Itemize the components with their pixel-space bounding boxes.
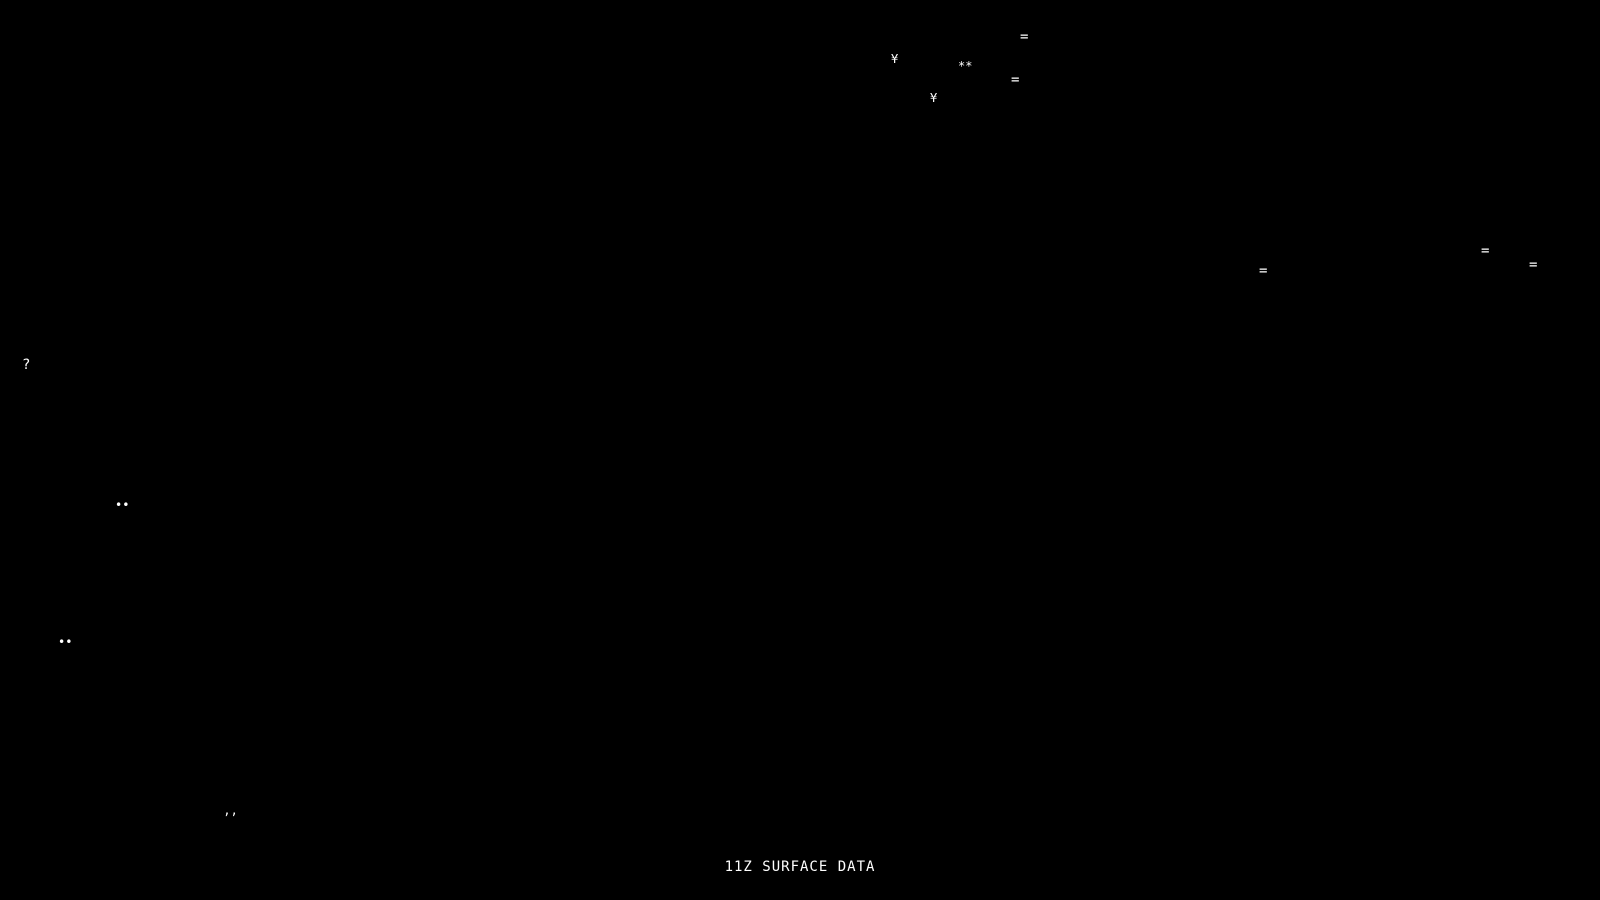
- map-title: 11Z SURFACE DATA: [724, 859, 876, 875]
- star-pair-station-4: **: [958, 59, 973, 73]
- tick-pair-station-12: ’’: [223, 811, 238, 825]
- pressure-mark-station-3: =: [1011, 72, 1020, 88]
- pressure-mark-station-2: =: [1020, 29, 1029, 45]
- wind-barb-station-1: ¥: [891, 52, 899, 66]
- drizzle-dots-station-10: ••: [115, 498, 130, 512]
- pressure-mark-station-8: =: [1529, 257, 1538, 273]
- pressure-mark-station-7: =: [1481, 243, 1490, 259]
- drizzle-dots-station-11: ••: [58, 635, 73, 649]
- obscuration-mark-station-9: ?: [22, 357, 31, 373]
- wind-barb-station-5: ¥: [930, 91, 938, 105]
- pressure-mark-station-6: =: [1259, 263, 1268, 279]
